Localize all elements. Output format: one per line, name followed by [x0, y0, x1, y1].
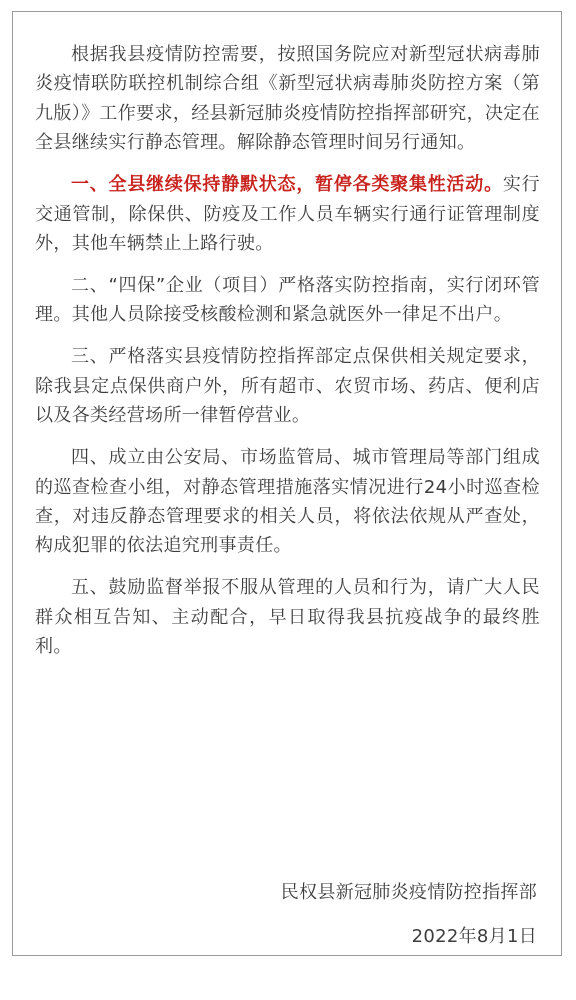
paragraph-item-1-highlight: 一、全县继续保持静默状态，暂停各类聚集性活动。 — [71, 174, 503, 196]
paragraph-item-2 — [35, 271, 540, 330]
signature-date: 2022年8月1日 — [411, 926, 537, 947]
paragraph-item-2-text: 二、“四保”企业（项目）严格落实防控指南，实行闭环管理。其他人员除接受核酸检测和紧急就医外一律足不出户。 — [35, 275, 540, 326]
notice-frame — [12, 11, 562, 956]
paragraph-intro — [35, 40, 540, 158]
paragraph-item-4 — [35, 443, 540, 561]
paragraph-item-1-text: 实行交通管制，除保供、防疫及工作人员车辆实行通行证管理制度外，其他车辆禁止上路行驶。 — [35, 174, 540, 255]
paragraph-item-1 — [35, 170, 540, 258]
signature-issuer: 民权县新冠肺炎疫情防控指挥部 — [280, 882, 537, 903]
paragraph-item-3 — [35, 342, 540, 430]
paragraph-item-5-text: 五、鼓励监督举报不服从管理的人员和行为，请广大人民群众相互告知、主动配合，早日取得我县抗疫战争的最终胜利。 — [35, 577, 540, 658]
notice-body — [35, 40, 540, 674]
paragraph-intro-text: 根据我县疫情防控需要，按照国务院应对新型冠状病毒肺炎疫情联防联控机制综合组《新型冠状病毒肺炎防控方案（第九版）》工作要求，经县新冠肺炎疫情防控指挥部研究，决定在全县继续实行静态管理。解除静态管理时间另行通知。 — [35, 44, 540, 154]
paragraph-item-4-text: 四、成立由公安局、市场监管局、城市管理局等部门组成的巡查检查小组，对静态管理措施落实情况进行24小时巡查检查，对违反静态管理要求的相关人员，将依法依规从严查处，构成犯罪的依法追究刑事责任。 — [35, 447, 540, 557]
paragraph-item-3-text: 三、严格落实县疫情防控指挥部定点保供相关规定要求，除我县定点保供商户外，所有超市、农贸市场、药店、便利店以及各类经营场所一律暂停营业。 — [35, 346, 540, 427]
paragraph-item-5 — [35, 573, 540, 661]
